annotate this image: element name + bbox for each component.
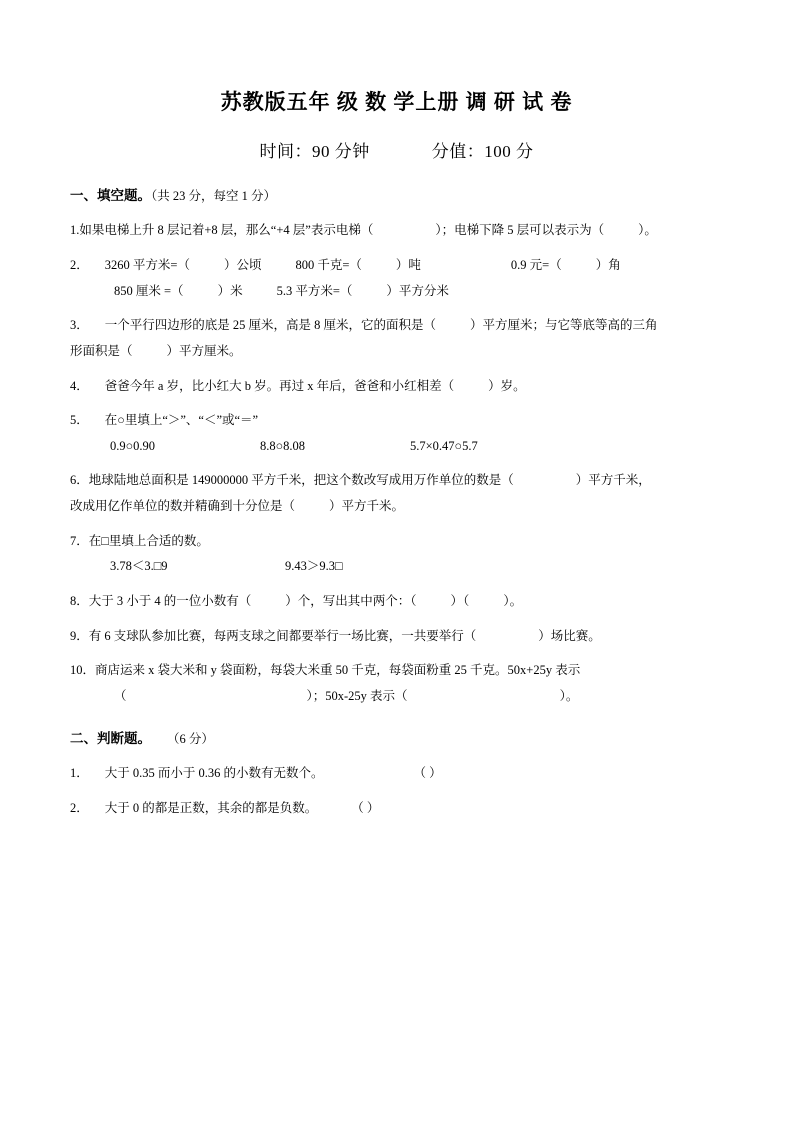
question-text-line2: 形面积是（ — [70, 343, 133, 358]
section-heading-fill-blank — [70, 184, 723, 204]
question-text-cont: ）个，写出其中两个：（ — [285, 593, 417, 608]
exam-meta — [70, 137, 723, 162]
question-text: 在□里填上合适的数。 — [88, 533, 209, 548]
question-part-a-unit: ）公顷 — [223, 258, 262, 273]
question-number: 2． — [70, 258, 89, 273]
page-title: 苏教版五年 级 数 学上册 调 研 试 卷 — [220, 90, 573, 114]
question-text: 在○里填上“＞”、“＜”或“＝” — [104, 413, 259, 428]
question-number: 7． — [70, 533, 89, 548]
question-item — [70, 218, 723, 244]
question-text-cont: ）平方千米， — [575, 473, 651, 488]
compare-expression-3: 5.7×0.47○5.7 — [410, 438, 478, 453]
question-part-d: 850 厘米 =（ — [114, 283, 184, 298]
fill-box-expression-2: 9.43＞9.3□ — [285, 559, 343, 574]
question-number: 2． — [70, 801, 89, 816]
question-text-end: ）场比赛。 — [538, 628, 601, 643]
section-1-note: （共 23 分，每空 1 分） — [151, 189, 277, 204]
question-number: 1． — [70, 766, 89, 781]
question-part-b: 800 千克=（ — [295, 258, 362, 273]
question-number: 10． — [70, 663, 96, 678]
question-item — [70, 796, 723, 822]
question-part-c: 0.9 元=（ — [510, 258, 562, 273]
compare-expression-2: 8.8○8.08 — [260, 438, 306, 453]
question-number: 1. — [70, 223, 80, 238]
question-item — [70, 761, 723, 787]
section-2-note: （6 分） — [167, 732, 214, 747]
section-2-title: 二、判断题。 — [70, 731, 151, 747]
question-part-c-unit: ）角 — [595, 258, 621, 273]
question-number: 3． — [70, 318, 89, 333]
compare-expression-1: 0.9○0.90 — [110, 438, 156, 453]
question-part-e-unit: ）平方分米 — [386, 283, 449, 298]
question-item — [70, 468, 723, 519]
question-text-cont: ）岁。 — [488, 378, 526, 393]
question-number: 8． — [70, 593, 89, 608]
question-item — [70, 253, 723, 304]
question-text-line2-cont: ）；50x-25y 表示（ — [306, 688, 408, 703]
question-text: 有 6 支球队参加比赛，每两支球之间都要举行一场比赛，一共要举行（ — [88, 628, 477, 643]
question-text-line2-cont: ）平方千米。 — [329, 499, 405, 514]
question-text: 如果电梯上升 8 层记着+8 层，那么“+4 层”表示电梯（ — [79, 223, 374, 238]
exam-total-score: 分值：100 分 — [431, 142, 534, 162]
question-item — [70, 408, 723, 459]
question-text: 商店运来 x 袋大米和 y 袋面粉，每袋大米重 50 千克，每袋面粉重 25 千克。50x+25y 表示 — [95, 663, 581, 678]
question-text-cont: ）平方厘米；与它等底等高的三角 — [470, 318, 658, 333]
section-heading-true-false — [70, 727, 723, 747]
question-text-cont2: ）（ — [450, 593, 470, 608]
question-text: 大于 0 的都是正数，其余的都是负数。 — [104, 801, 318, 816]
question-text-line2: 改成用亿作单位的数并精确到十分位是（ — [70, 499, 296, 514]
exam-duration: 时间：90 分钟 — [259, 142, 370, 162]
question-item — [70, 313, 723, 364]
section-1-title: 一、填空题。 — [70, 188, 151, 204]
question-text: 大于 0.35 而小于 0.36 的小数有无数个。 — [104, 766, 324, 781]
question-text-line2-cont: ）平方厘米。 — [166, 343, 242, 358]
question-part-b-unit: ）吨 — [395, 258, 421, 273]
question-text-end: ）。 — [638, 223, 657, 238]
question-item — [70, 624, 723, 650]
question-item — [70, 374, 723, 400]
question-text-end: ）。 — [503, 593, 523, 608]
question-part-e: 5.3 平方米=（ — [276, 283, 353, 298]
fill-box-expression-1: 3.78＜3.□9 — [110, 559, 168, 574]
question-text: 爸爸今年 a 岁，比小红大 b 岁。再过 x 年后，爸爸和小红相差（ — [104, 378, 455, 393]
question-part-a: 3260 平方米=（ — [104, 258, 190, 273]
question-part-d-unit: ）米 — [217, 283, 243, 298]
answer-bracket[interactable]: （ ） — [413, 766, 442, 781]
question-item — [70, 589, 723, 615]
question-text: 地球陆地总面积是 149000000 平方千米，把这个数改写成用万作单位的数是（ — [88, 473, 514, 488]
question-text-cont: ）；电梯下降 5 层可以表示为（ — [435, 223, 605, 238]
question-text: 大于 3 小于 4 的一位小数有（ — [88, 593, 252, 608]
question-text-line2-end: ）。 — [559, 688, 579, 703]
question-item — [70, 658, 723, 709]
question-number: 4． — [70, 378, 89, 393]
answer-bracket[interactable]: （ ） — [351, 801, 380, 816]
question-number: 9． — [70, 628, 89, 643]
question-text: 一个平行四边形的底是 25 厘米，高是 8 厘米，它的面积是（ — [104, 318, 437, 333]
question-item — [70, 529, 723, 580]
question-text-line2: （ — [114, 688, 127, 703]
question-number: 5． — [70, 413, 89, 428]
question-number: 6． — [70, 473, 89, 488]
